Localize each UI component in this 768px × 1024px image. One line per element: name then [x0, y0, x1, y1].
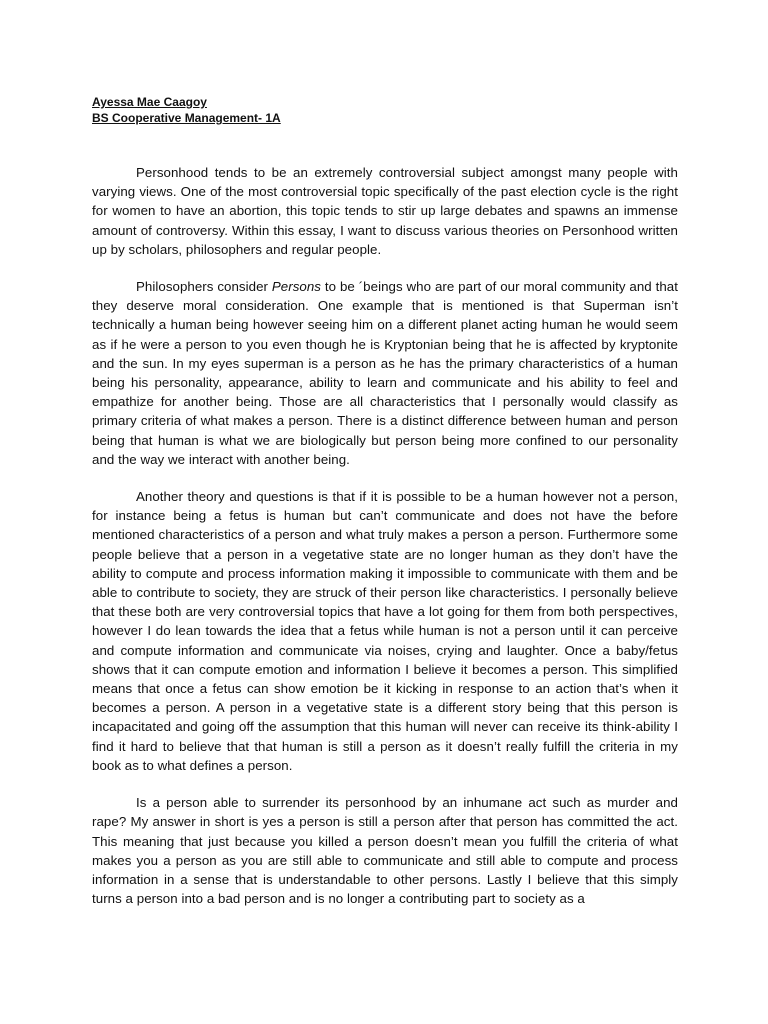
essay-paragraph-4: Is a person able to surrender its personhood by an inhumane act such as murder and rape? My answer in short is yes a person is still a person after that person has committed the act. This meaning that just because you killed a person doesn’t mean you fulfill the criteria of what makes you a person as you are still able to communicate and still able to compute and process information in a sense that is understandable to other persons. Lastly I believe that this simply turns a person into a bad person and is no longer a contributing part to society as a [92, 795, 678, 907]
document-header [92, 94, 678, 126]
course-name: BS Cooperative Management- 1A [92, 111, 281, 125]
essay-paragraph-1: Personhood tends to be an extremely controversial subject amongst many people with varying views. One of the most controversial topic specifically of the past election cycle is the right for women to have an abortion, this topic tends to stir up large debates and spawns an immense amount of controversy. Within this essay, I want to discuss various theories on Personhood written up by scholars, philosophers and regular people. [92, 165, 678, 257]
essay-paragraph-2 [92, 277, 678, 469]
document-page [92, 94, 678, 926]
essay-paragraph-3: Another theory and questions is that if it is possible to be a human however not a person, for instance being a fetus is human but can’t communicate and does not have the before mentioned characteristics of a person and what truly makes a person a person. Furthermore some people believe that a person in a vegetative state are no longer human as they don’t have the ability to compute and process information making it impossible to communicate with them and be able to contribute to society, they are struck of their person like characteristics. I personally believe that these both are very controversial topics that have a lot going for them from both perspectives, however I do lean towards the idea that a fetus while human is not a person until it can perceive and compute information and communicate via noises, crying and laughter. Once a baby/fetus shows that it can compute emotion and information I believe it becomes a person. This simplified means that once a fetus can show emotion be it kicking in response to an action that’s when it becomes a person. A person in a vegetative state is a different story being that this person is incapacitated and going off the assumption that this human will never can receive its think-ability I find it hard to believe that that human is still a person as it doesn’t really fulfill the criteria in my book as to what defines a person. [92, 489, 678, 773]
persons-italic-term: Persons [271, 279, 322, 295]
paragraph-2-body: to be ´beings who are part of our moral community and that they deserve moral consideration. One example that is mentioned is that Superman isn’t technically a human being however seeing him on a different planet acting human he would seem as if he were a person to you even though he is Kryptonian being that he is affected by kryptonite and the sun. In my eyes superman is a person as he has the primary characteristics of a human being his personality, appearance, ability to learn and communicate and his ability to feel and empathize for another being. Those are all characteristics that I personally would classify as primary criteria of what makes a person. There is a distinct difference between human and person being that human is what we are biologically but person being more confined to our personality and the way we interact with another being. [92, 279, 679, 467]
paragraph-2-intro: Philosophers consider [136, 279, 272, 295]
author-name: Ayessa Mae Caagoy [92, 95, 207, 109]
